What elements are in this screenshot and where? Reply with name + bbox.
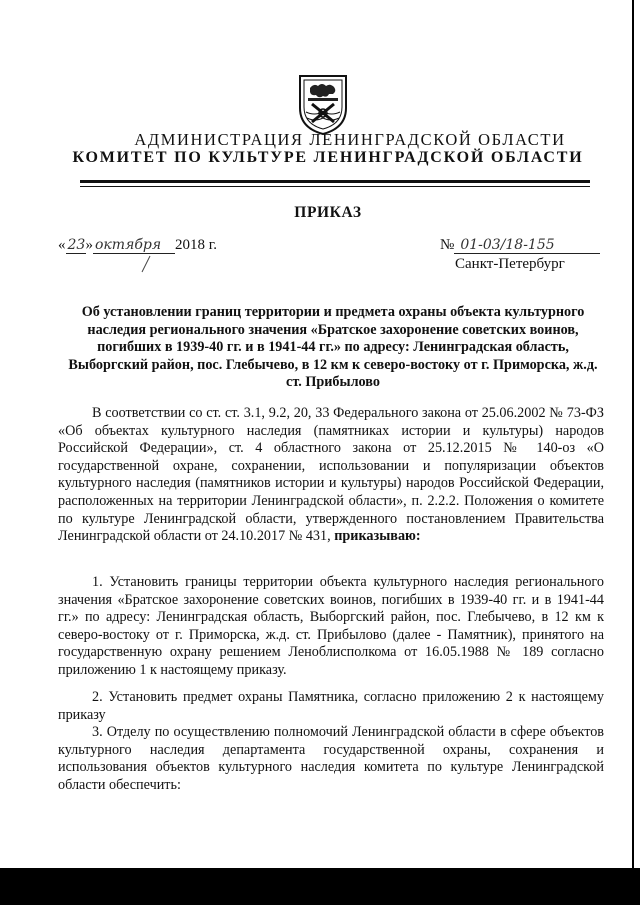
scan-bottom-border bbox=[0, 868, 640, 905]
date-open-quote: « bbox=[58, 237, 66, 253]
intro-action: приказываю: bbox=[334, 528, 421, 545]
order-item-1: 1. Установить границы территории объекта культурного наследия регионального значения «Братское захоронение советских воинов, погибших в 1939-40 гг. и в 1941-44 гг.» по адресу: Ленинградская область, Выборгский район, пос. Глебычево, в 12 км к северо-востоку от г. Приморска, ж.д. ст. Прибылово (далее - Памятник), принятого на государственную охрану решением Леноблисполкома от 16.05.1988 № 189 согласно приложению 1 к настоящему приказу. bbox=[58, 574, 604, 678]
order-city: Санкт-Петербург bbox=[455, 256, 565, 272]
header-divider-thick bbox=[80, 180, 590, 183]
document-subject: Об установлении границ территории и предмета охраны объекта культурного наследия регионального значения «Братское захоронение советских воинов, погибших в 1939-40 гг. и в 1941-44 гг.» по адресу: Ленинградская область, Выборгский район, пос. Глебычево, в 12 км к северо-востоку от г. Приморска, ж.д. ст. Прибылово bbox=[68, 304, 598, 391]
date-year: 2018 г. bbox=[175, 237, 217, 253]
intro-paragraph bbox=[58, 405, 604, 546]
org-name-administration: АДМИНИСТРАЦИЯ ЛЕНИНГРАДСКОЙ ОБЛАСТИ bbox=[134, 130, 566, 149]
order-item-3: 3. Отделу по осуществлению полномочий Ленинградской области в сфере объектов культурного наследия департамента государственной охраны, сохранения и использования объектов культурного наследия комитета по культуре Ленинградской области обеспечить: bbox=[58, 724, 604, 793]
order-date bbox=[58, 237, 217, 254]
date-month: октября bbox=[93, 237, 175, 254]
number-sign: № bbox=[440, 237, 455, 253]
document-type-title: ПРИКАЗ bbox=[294, 204, 362, 221]
number-value: 01-03/18-155 bbox=[454, 237, 600, 254]
date-close-quote: » bbox=[85, 237, 93, 253]
date-day: 23 bbox=[67, 237, 86, 253]
coat-of-arms-icon bbox=[296, 72, 350, 136]
header-divider-thin bbox=[80, 186, 590, 187]
order-number bbox=[440, 237, 600, 254]
org-name-committee: КОМИТЕТ ПО КУЛЬТУРЕ ЛЕНИНГРАДСКОЙ ОБЛАСТИ bbox=[72, 149, 584, 166]
order-item-2: 2. Установить предмет охраны Памятника, согласно приложению 2 к настоящему приказу bbox=[58, 689, 604, 723]
handwritten-mark-icon bbox=[140, 255, 152, 273]
intro-text: В соответствии со ст. ст. 3.1, 9.2, 20, 33 Федерального закона от 25.06.2002 № 73-ФЗ «Об объектах культурного наследия (памятниках истории и культуры) народов Российской Федерации», ст. 4 областного закона от 25.12.2015 № 140-оз «О государственной охране, сохранении, использовании и популяризации объектов культурного наследия (памятников истории и культуры) народов Российской Федерации, расположенных на территории Ленинградской области», п. 2.2.2. Положения о комитете по культуре Ленинградской области, утвержденного постановлением Правительства Ленинградской области от 24.10.2017 № 431, bbox=[58, 405, 604, 545]
